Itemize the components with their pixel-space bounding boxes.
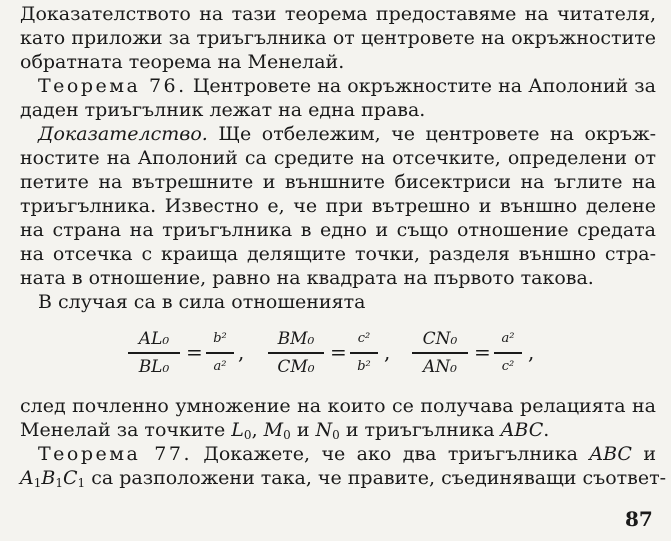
fraction-bar <box>494 352 522 354</box>
text-line: като приложи за триъгълника от центровете на окръжностите <box>20 27 656 49</box>
theorem-77-heading <box>38 442 656 466</box>
point-M0: $M_0$ <box>263 419 291 442</box>
text-line: петите на вътрешните и външните бисектриси на ъглите на <box>20 171 656 193</box>
fraction-bar <box>268 352 324 354</box>
theorem-text: Докажете, че ако два триъгълника <box>203 443 578 465</box>
text-line: обратната теорема на Менелай. <box>20 51 345 73</box>
text-fragment: и триъгълника <box>345 419 495 441</box>
text-line: триъгълника. Известно е, че при вътрешно и външно делене <box>20 195 656 217</box>
comma: , <box>528 340 535 364</box>
fraction <box>268 328 324 378</box>
proof-label: Доказателство. <box>38 123 208 145</box>
numerator: AL₀ <box>138 329 170 349</box>
numerator: CN₀ <box>422 329 458 349</box>
fraction-bar <box>128 352 180 354</box>
denominator: AN₀ <box>423 356 457 377</box>
fraction <box>350 328 378 378</box>
theorem-76-heading <box>38 74 656 98</box>
text-line: след почленно умножение на които се получава релацията на <box>20 395 656 417</box>
text-line: на отсечка с краища делящите точки, разделя външно стра- <box>20 243 656 265</box>
fraction-bar <box>350 352 378 354</box>
numerator: BM₀ <box>277 329 315 349</box>
fraction <box>412 328 468 378</box>
comma: , <box>384 340 391 364</box>
fraction <box>206 328 234 378</box>
text-fragment: са разположени така, че правите, съединяващи съответ- <box>91 467 667 489</box>
denominator: c² <box>501 358 515 374</box>
ratio-formula <box>128 328 548 380</box>
page-number: 87 <box>625 507 653 531</box>
point-N0: $N_0$ <box>315 419 340 442</box>
fraction <box>128 328 180 378</box>
text-line: на страна на триъгълника в едно и също отношение средата <box>20 219 656 241</box>
fraction-bar <box>412 352 468 354</box>
theorem-label: Теорема 76. <box>38 75 187 97</box>
point-L0: $L_0$ <box>231 419 252 442</box>
text-line: ната в отношение, равно на квадрата на първото такова. <box>20 267 594 289</box>
triangle-ABC: ABC <box>500 419 544 441</box>
text-line: Доказателството на тази теорема предоставяме на читателя, <box>20 3 656 25</box>
denominator: BL₀ <box>138 356 170 377</box>
text-line: даден триъгълник лежат на една права. <box>20 99 426 121</box>
proof-line <box>38 122 656 146</box>
text-line: ностите на Аполоний са средите на отсечките, определени от <box>20 147 656 169</box>
proof-text: Ще отбележим, че центровете на окръж- <box>218 123 656 145</box>
triangle-A1B1C1: $A_1B_1C_1$ <box>20 467 86 490</box>
triangle-ABC: ABC <box>589 443 632 465</box>
denominator: b² <box>357 358 371 374</box>
theorem-label: Теорема 77. <box>38 443 192 465</box>
denominator: a² <box>213 358 227 374</box>
text-fragment: и <box>643 443 657 465</box>
equals-sign: = <box>330 340 347 364</box>
theorem-77-line2 <box>20 466 667 490</box>
fraction <box>494 328 522 378</box>
equals-sign: = <box>186 340 203 364</box>
theorem-text: Центровете на окръжностите на Аполоний за <box>192 75 657 97</box>
text-line: В случая са в сила отношенията <box>38 291 366 313</box>
text-fragment: и <box>296 419 310 441</box>
numerator: a² <box>501 331 515 346</box>
text-fragment: Менелай за точките <box>20 419 226 441</box>
comma: , <box>238 340 245 364</box>
menelaus-line: Менелай за точките $L_0$, $M_0$ и $N_0$ и триъгълника ABC. <box>20 419 550 442</box>
denominator: CM₀ <box>277 356 315 377</box>
numerator: c² <box>357 331 371 346</box>
numerator: b² <box>213 331 227 346</box>
equals-sign: = <box>474 340 491 364</box>
fraction-bar <box>206 352 234 354</box>
